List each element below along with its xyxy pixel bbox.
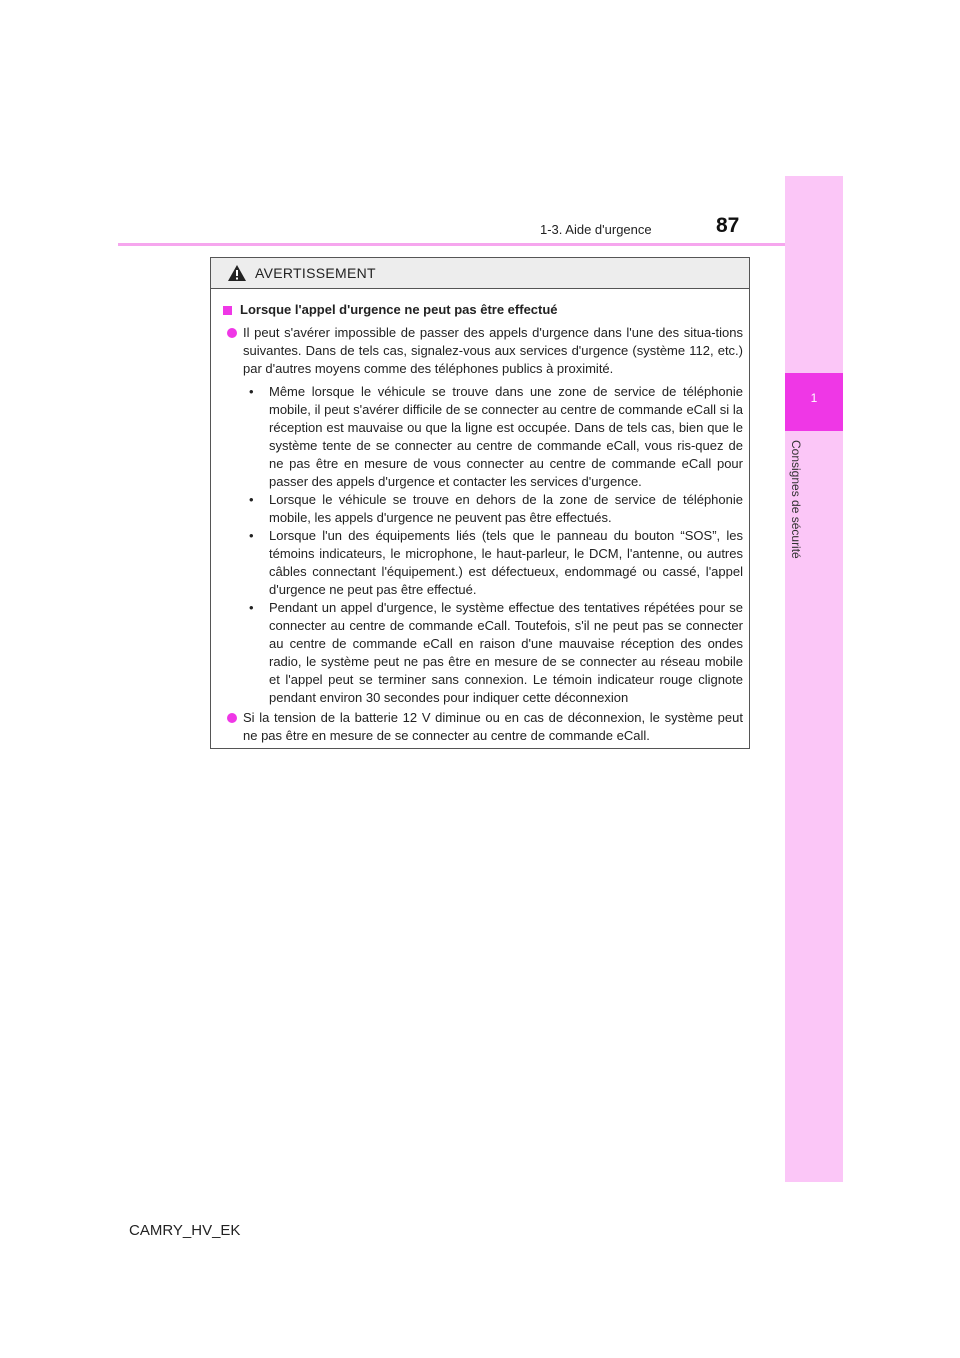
sub-list-item bbox=[243, 383, 743, 491]
sub-list-item bbox=[243, 599, 743, 707]
warning-heading-text: Lorsque l'appel d'urgence ne peut pas être effectué bbox=[240, 302, 558, 317]
warning-box bbox=[210, 257, 750, 749]
document-code: CAMRY_HV_EK bbox=[129, 1222, 241, 1239]
chapter-number: 1 bbox=[810, 391, 818, 405]
header-divider bbox=[118, 243, 785, 246]
warning-title: AVERTISSEMENT bbox=[255, 265, 376, 281]
bullet-text: Il peut s'avérer impossible de passer des appels d'urgence dans l'une des situa-tions suivantes. Dans de tels cas, signalez-vous aux services d'urgence (système 112, etc.) par d'autres moyens comme des téléphones publics à proximité. bbox=[243, 325, 743, 376]
section-title: 1-3. Aide d'urgence bbox=[540, 222, 652, 237]
chapter-title: Consignes de sécurité bbox=[789, 440, 803, 559]
square-bullet-icon bbox=[223, 306, 232, 315]
warning-heading bbox=[223, 301, 743, 319]
warning-header bbox=[211, 258, 749, 289]
sub-list-item bbox=[243, 527, 743, 599]
bullet-text: Si la tension de la batterie 12 V diminue ou en cas de déconnexion, le système peut ne pas être en mesure de se connecter au centre de commande eCall. bbox=[243, 710, 743, 743]
side-tab bbox=[785, 176, 843, 1182]
bullet-item bbox=[223, 324, 743, 378]
sub-list bbox=[223, 383, 743, 707]
page-number: 87 bbox=[716, 214, 740, 237]
dot-marker-icon: • bbox=[249, 492, 254, 507]
dot-marker-icon: • bbox=[249, 600, 254, 615]
sub-item-text: Lorsque l'un des équipements liés (tels que le panneau du bouton “SOS”, les témoins indicateurs, le microphone, le haut-parleur, le DCM, l'antenne, ou autres câbles connectant l'équipement.) est défectueux, endommagé ou cassé, l'appel d'urgence ne peut pas être effectué. bbox=[269, 528, 743, 597]
dot-marker-icon: • bbox=[249, 528, 254, 543]
bullet-item bbox=[223, 709, 743, 745]
sub-item-text: Lorsque le véhicule se trouve en dehors de la zone de service de téléphonie mobile, les appels d'urgence ne peuvent pas être effectués. bbox=[269, 492, 743, 525]
dot-marker-icon: • bbox=[249, 384, 254, 399]
sub-item-text: Même lorsque le véhicule se trouve dans une zone de service de téléphonie mobile, il peut s'avérer difficile de se connecter au centre de commande eCall si la réception est mauvaise ou que la ligne est occupée. Dans de tels cas, bien que le système tente de se connecter au centre de commande eCall, vous ris-quez de ne pas être en mesure de vous connecter au centre de commande eCall pour passer des appels d'urgence et contacter les services d'urgence. bbox=[269, 384, 743, 489]
chapter-number-tab bbox=[785, 373, 843, 431]
warning-triangle-icon bbox=[227, 264, 247, 282]
sub-list-item bbox=[243, 491, 743, 527]
warning-body bbox=[211, 289, 749, 745]
circle-bullet-icon bbox=[227, 328, 237, 338]
circle-bullet-icon bbox=[227, 713, 237, 723]
sub-item-text: Pendant un appel d'urgence, le système effectue des tentatives répétées pour se connecter au centre de commande eCall. Toutefois, s'il ne peut pas se connecter au centre de commande eCall en raison d'une mauvaise réception des ondes radio, le système peut ne pas être en mesure de se connecter au réseau mobile et l'appel peut se terminer sans connexion. Le témoin indicateur rouge clignote pendant environ 30 secondes pour indiquer cette déconnexion bbox=[269, 600, 743, 705]
